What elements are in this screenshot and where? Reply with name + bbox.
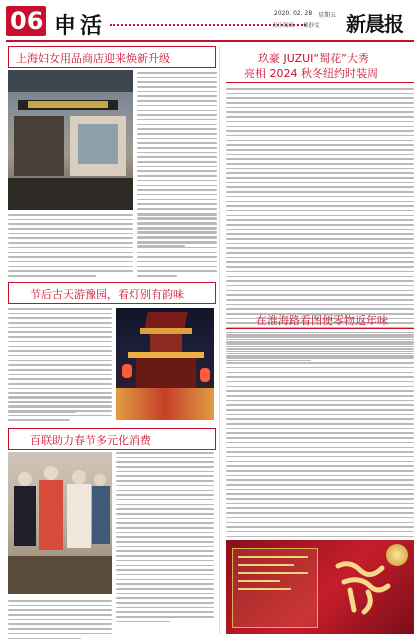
paper-name: 新晨报 bbox=[346, 12, 403, 36]
store-photo bbox=[8, 70, 133, 210]
fashion-photo bbox=[8, 452, 112, 594]
article-title: 玖豪 JUZUI“蜀花”大秀 bbox=[258, 52, 369, 65]
section-title: 申活 bbox=[54, 14, 107, 39]
article-title: 上海妇女用品商店迎来焕新升级 bbox=[16, 52, 170, 65]
title-rule bbox=[226, 82, 414, 83]
editor-line: 责任编辑 ： 楼静雯 bbox=[272, 23, 320, 29]
article-body-col-b bbox=[8, 214, 133, 280]
article-title: 在淮海路看图便零物返年味 bbox=[256, 314, 388, 327]
column-divider bbox=[219, 46, 220, 634]
article-body-col-a bbox=[116, 452, 214, 625]
date-line: 2020. 02. 28 bbox=[274, 10, 313, 17]
header-rule bbox=[6, 40, 414, 42]
weekday: 星期五 bbox=[318, 12, 337, 19]
page-number: 06 bbox=[10, 7, 44, 35]
lantern-photo bbox=[116, 308, 214, 420]
article-title: 百联助力春节多元化消费 bbox=[30, 434, 151, 447]
article-body-col-b bbox=[8, 600, 112, 642]
middle-column-text-top bbox=[137, 214, 217, 280]
ad-gold-ornament bbox=[386, 544, 408, 566]
title-rule bbox=[226, 328, 414, 329]
article-body-col-b bbox=[8, 396, 112, 424]
ad-lines bbox=[238, 556, 308, 590]
ad-calligraphy-mark bbox=[330, 556, 396, 616]
advertisement bbox=[226, 540, 414, 634]
article-subtitle: 亮相 2024 秋冬纽约时装周 bbox=[244, 67, 378, 80]
article-title: 节后古天游豫园，看灯别有韵味 bbox=[30, 288, 184, 301]
